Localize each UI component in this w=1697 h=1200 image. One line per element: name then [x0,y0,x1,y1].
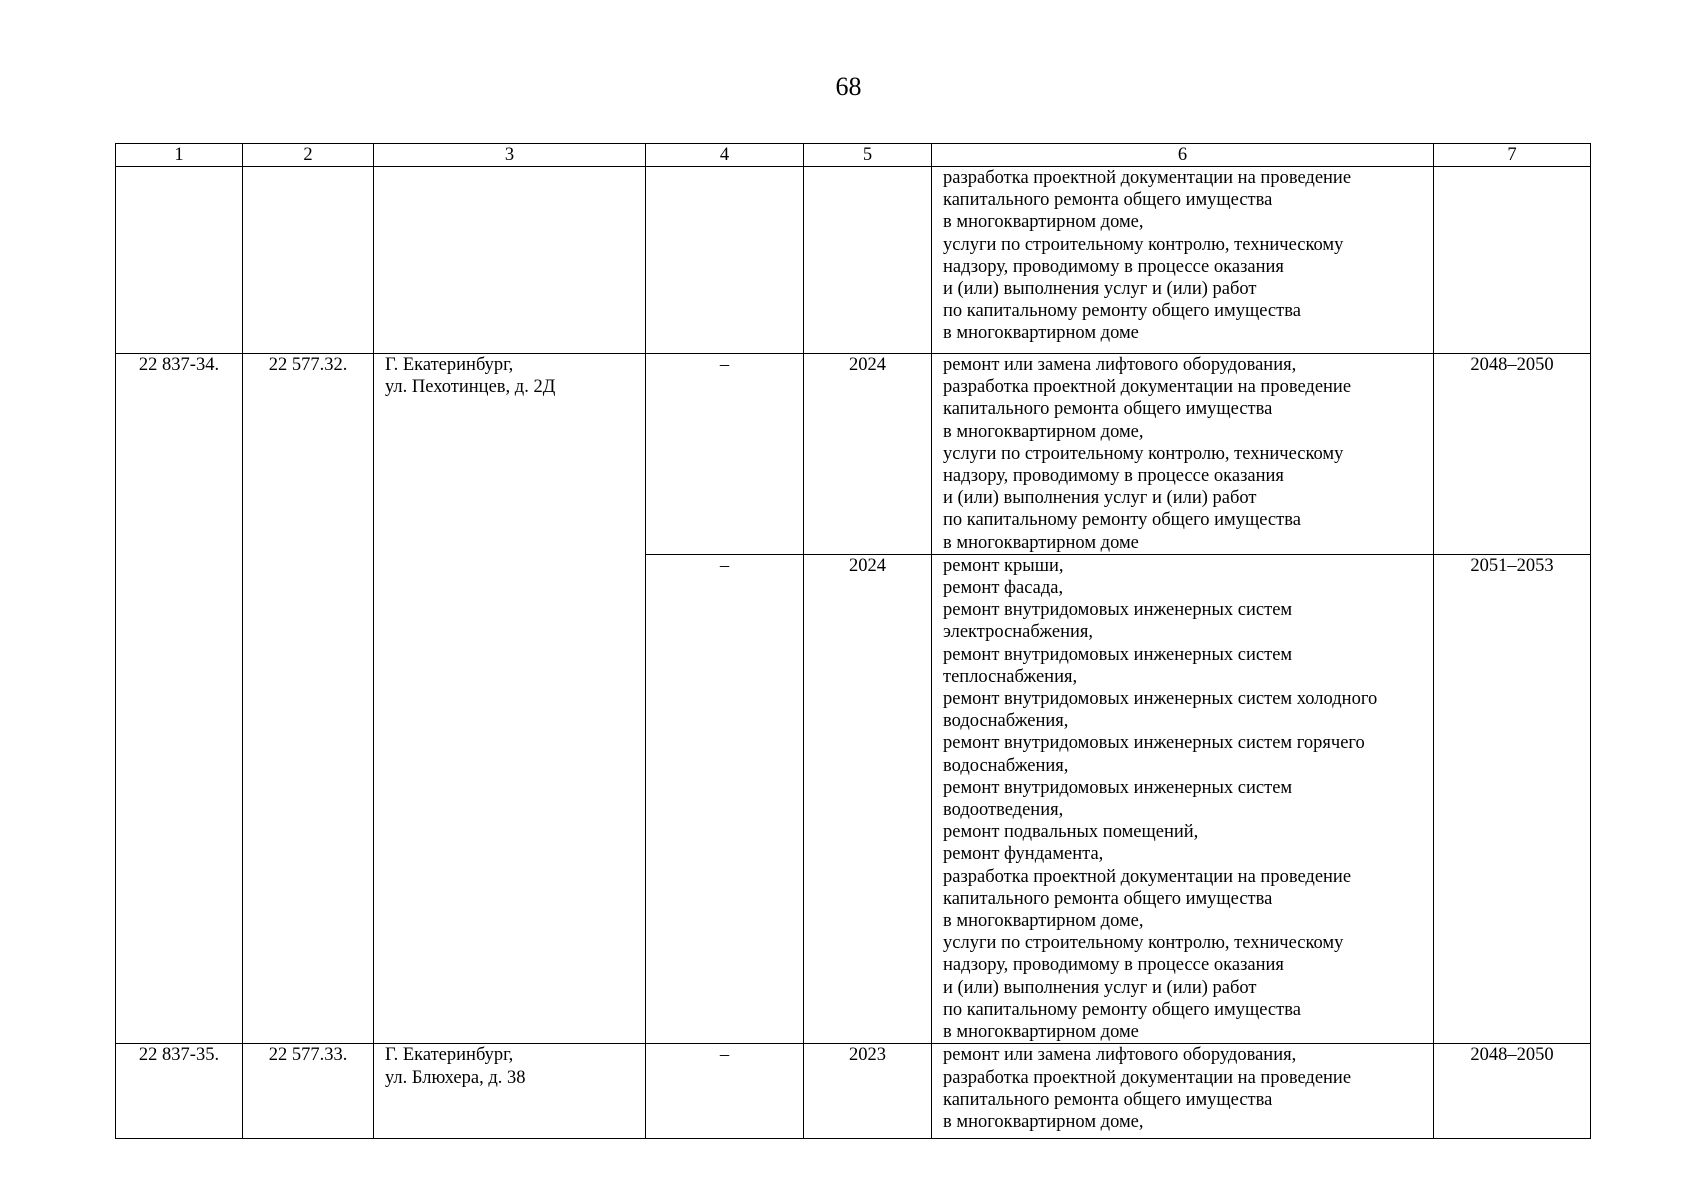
building-number-cell: 22 577.32. [243,354,374,1044]
work-types-cell: разработка проектной документации на проведение капитального ремонта общего имущества в многоквартирном доме, услуги по строительному контролю, техническому надзору, проводимому в процессе оказания и (или) выполнения услуг и (или) работ по капитальному ремонту общего имущества в многоквартирном доме [932,167,1434,354]
work-types-cell: ремонт крыши, ремонт фасада, ремонт внутридомовых инженерных систем электроснабжения, ремонт внутридомовых инженерных систем теплоснабжения, ремонт внутридомовых инженерных систем холодного водоснабжения, ремонт внутридомовых инженерных систем горячего водоснабжения, ремонт внутридомовых инженерных систем водоотведения, ремонт подвальных помещений, ремонт фундамента, разработка проектной документации на проведение капитального ремонта общего имущества в многоквартирном доме, услуги по строительному контролю, техническому надзору, проводимому в процессе оказания и (или) выполнения услуг и (или) работ по капитальному ремонту общего имущества в многоквартирном доме [932,554,1434,1043]
column-number-row [116,144,1591,167]
capital-repair-table [115,143,1591,1139]
table-row [116,354,1591,555]
column-header: 5 [804,144,932,167]
cell-col4: – [646,1044,804,1139]
planned-period-cell [1434,167,1591,354]
work-types-cell: ремонт или замена лифтового оборудования, разработка проектной документации на проведение капитального ремонта общего имущества в многоквартирном доме, [932,1044,1434,1139]
page-number: 68 [835,72,862,101]
work-types-cell: ремонт или замена лифтового оборудования, разработка проектной документации на проведение капитального ремонта общего имущества в многоквартирном доме, услуги по строительному контролю, техническому надзору, проводимому в процессе оказания и (или) выполнения услуг и (или) работ по капитальному ремонту общего имущества в многоквартирном доме [932,354,1434,555]
planned-period-cell: 2048–2050 [1434,354,1591,555]
registry-number-cell: 22 837-35. [116,1044,243,1139]
address-cell [374,167,646,354]
column-header: 6 [932,144,1434,167]
column-header: 3 [374,144,646,167]
building-number-cell: 22 577.33. [243,1044,374,1139]
cell-col4 [646,167,804,354]
table-row [116,1044,1591,1139]
planned-period-cell: 2051–2053 [1434,554,1591,1043]
year-cell: 2023 [804,1044,932,1139]
address-cell: Г. Екатеринбург, ул. Пехотинцев, д. 2Д [374,354,646,1044]
planned-period-cell: 2048–2050 [1434,1044,1591,1139]
column-header: 4 [646,144,804,167]
cell-col4: – [646,554,804,1043]
column-header: 1 [116,144,243,167]
year-cell: 2024 [804,554,932,1043]
year-cell: 2024 [804,354,932,555]
column-header: 2 [243,144,374,167]
registry-number-cell [116,167,243,354]
table-row [116,167,1591,354]
column-header: 7 [1434,144,1591,167]
address-cell: Г. Екатеринбург, ул. Блюхера, д. 38 [374,1044,646,1139]
cell-col4: – [646,354,804,555]
year-cell [804,167,932,354]
registry-number-cell: 22 837-34. [116,354,243,1044]
building-number-cell [243,167,374,354]
